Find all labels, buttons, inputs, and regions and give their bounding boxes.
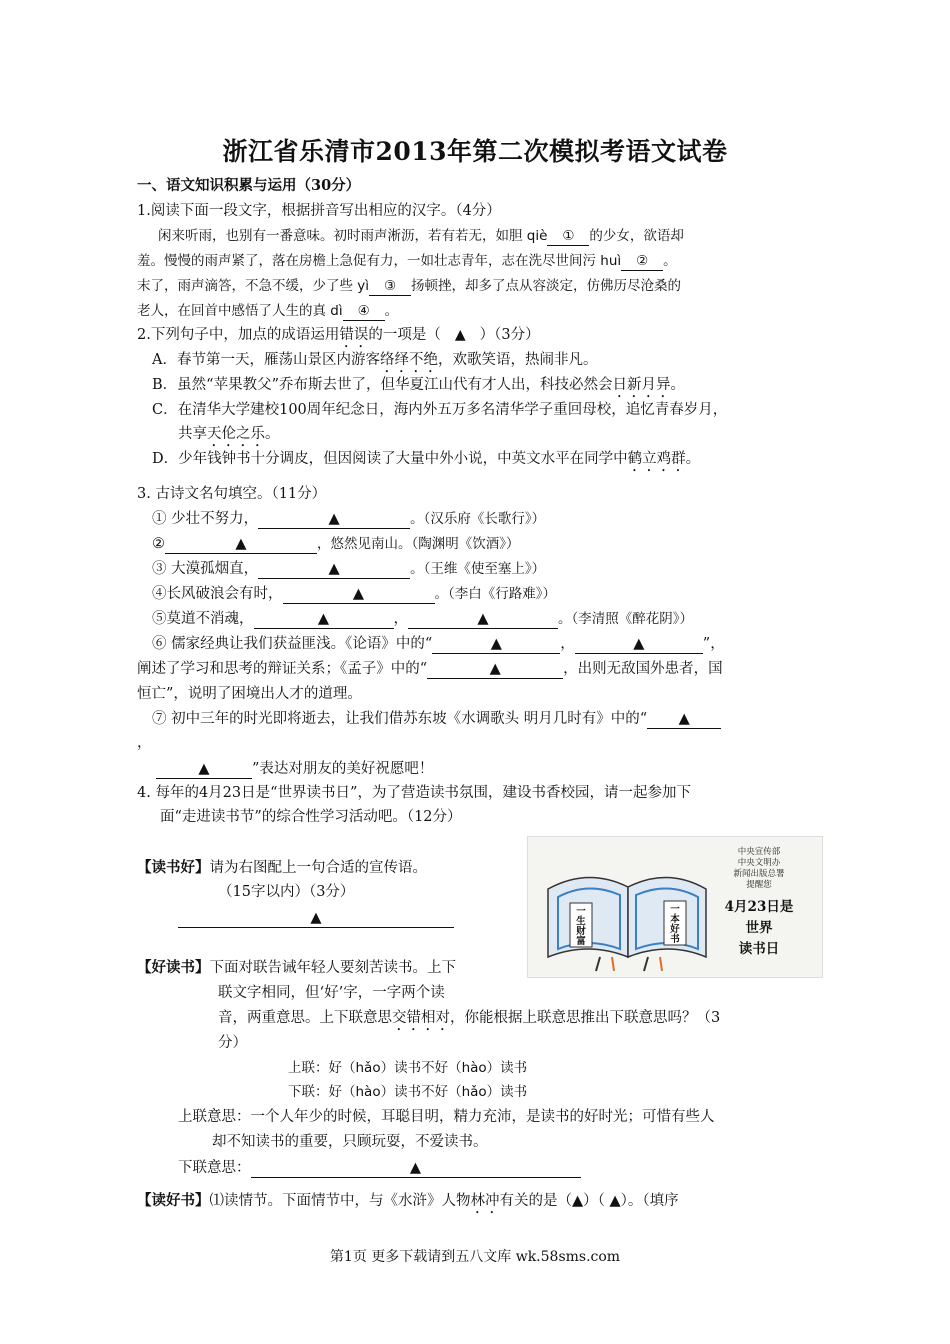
q1-passage-line-2: 羞。慢慢的雨声紧了，落在房檐上急促有力，一如壮志青年，志在洗尽世间污 huì ② 。	[137, 253, 677, 269]
q2-option-d: D．少年钱钟书十分调皮，但因阅读了大量中外小说，中英文水平在同学中鹤立鸡群。	[152, 451, 701, 467]
couplet-lower: 下联：好（hào）读书不好（hǎo）读书	[288, 1084, 528, 1100]
upper-meaning: 上联意思：一个人年少的时候，耳聪目明，精力充沛，是读书的好时光；可惜有些人	[178, 1109, 715, 1125]
leg-right-2	[660, 957, 662, 971]
poem-blank[interactable]: ▲	[156, 760, 252, 779]
q2-option-c: C．在清华大学建校100周年纪念日，海内外五万多名清华学子重回母校，追忆青春岁月，	[152, 402, 728, 418]
poem-blank[interactable]: ▲	[258, 560, 410, 579]
poster-headline: 4月23日是 世界 读书日	[724, 899, 794, 957]
section-heading: 一、语文知识积累与运用（30分）	[137, 177, 361, 194]
page-title: 浙江省乐清市2013年第二次模拟考语文试卷	[222, 137, 728, 166]
book-left-label: 一生财富	[576, 906, 586, 947]
lower-meaning: 下联意思： ▲	[178, 1156, 581, 1180]
read-good-requirement: （15字以内）（3分）	[218, 884, 355, 900]
q1-passage-line-1: 闲来听雨，也别有一番意味。初时雨声淅沥，若有若无，如胆 qiè ① 的少女，欲语却	[158, 228, 684, 244]
poem-blank[interactable]: ▲	[575, 635, 703, 654]
blank-1[interactable]: ①	[547, 227, 589, 246]
q2-option-b: B．虽然“苹果教父”乔布斯去世了，但华夏江山代有才人出，科技必然会日新月异。	[152, 377, 685, 393]
good-reading-prompt: 【好读书】下面对联告诫年轻人要刻苦读书。上下	[137, 959, 456, 976]
lower-meaning-blank[interactable]: ▲	[251, 1159, 581, 1178]
book-right-label: 一本好书	[670, 904, 680, 945]
poem-blank[interactable]: ▲	[258, 510, 410, 529]
poem-blank[interactable]: ▲	[165, 535, 317, 554]
poem-blank[interactable]: ▲	[427, 660, 563, 679]
poem-1: ① 少壮不努力， ▲ 。（汉乐府《长歌行》）	[152, 511, 546, 527]
q1-passage-line-4: 老人，在回首中感悟了人生的真 dì ④ 。	[137, 303, 399, 319]
leg-right	[612, 957, 614, 971]
poem-5: ⑤莫道不消魂， ▲ ， ▲ 。（李清照《醉花阴》）	[152, 611, 693, 627]
poem-blank[interactable]: ▲	[647, 710, 721, 729]
read-good-books-prompt: 【读好书】⑴读情节。下面情节中，与《水浒》人物林冲有关的是（▲）（ ▲）。（填序	[137, 1192, 679, 1209]
good-reading-cont-2: 音，两重意思。上下联意思交错相对，你能根据上联意思推出下联意思吗？（3	[218, 1010, 721, 1026]
q3-stem: 3. 古诗文名句填空。（11分）	[137, 486, 327, 502]
leg-left-2	[644, 957, 648, 971]
answer-slot[interactable]: ▲	[454, 327, 466, 343]
poem-3: ③ 大漠孤烟直， ▲ 。（王维《使至塞上》）	[152, 561, 546, 577]
poem-7-comma: ，	[137, 735, 152, 751]
page-footer: 第1页 更多下载请到五八文库 wk.58sms.com	[329, 1249, 621, 1265]
poster-notice: 中央宣传部 中央文明办 新闻出版总署 提醒您	[733, 847, 785, 890]
q4-stem-cont: 面“走进读书节”的综合性学习活动吧。（12分）	[160, 809, 462, 825]
read-good-prompt: 【读书好】请为右图配上一句合适的宣传语。	[137, 859, 427, 876]
poem-6-cont: 阐述了学习和思考的辩证关系；《孟子》中的“ ▲ ，出则无敌国外患者，国	[137, 661, 723, 677]
good-reading-cont-3: 分）	[218, 1035, 247, 1051]
q4-stem: 4. 每年的4月23日是“世界读书日”，为了营造读书氛围，建设书香校园，请一起参加下	[137, 785, 691, 801]
poem-2: ② ▲ ，悠然见南山。（陶渊明《饮酒》）	[152, 536, 520, 552]
q2-stem: 2.下列句子中，加点的成语运用错误的一项是（ ▲ ）（3分）	[137, 327, 540, 343]
poem-blank[interactable]: ▲	[283, 585, 435, 604]
poem-blank[interactable]: ▲	[254, 610, 394, 629]
good-reading-cont-1: 联文字相同，但‘好’字，一字两个读	[218, 985, 445, 1001]
poem-4: ④长风破浪会有时， ▲ 。（李白《行路难》）	[152, 586, 556, 602]
poem-7: ⑦ 初中三年的时光即将逝去，让我们借苏东坡《水调歌头 明月几时有》中的“ ▲	[152, 707, 721, 731]
blank-2[interactable]: ②	[621, 252, 663, 271]
poem-7-cont: ▲ ”表达对朋友的美好祝愿吧！	[156, 757, 433, 781]
q2-option-c-cont: 共享天伦之乐。	[178, 426, 280, 442]
poem-blank[interactable]: ▲	[432, 635, 560, 654]
upper-meaning-cont: 却不知读书的重要，只顾玩耍，不爱读书。	[212, 1134, 488, 1150]
poem-6: ⑥ 儒家经典让我们获益匪浅。《论语》中的“ ▲ ， ▲ ”，	[152, 636, 725, 652]
world-book-day-poster	[527, 836, 823, 978]
leg-left	[596, 957, 600, 971]
blank-4[interactable]: ④	[343, 302, 385, 321]
poem-blank[interactable]: ▲	[408, 610, 558, 629]
slogan-blank[interactable]: ▲	[178, 909, 454, 928]
couplet-upper: 上联：好（hǎo）读书不好（hào）读书	[288, 1060, 528, 1076]
q2-option-a: A．春节第一天，雁荡山景区内游客络绎不绝，欢歌笑语，热闹非凡。	[152, 352, 598, 368]
q1-stem: 1.阅读下面一段文字，根据拼音写出相应的汉字。（4分）	[137, 203, 501, 219]
q1-passage-line-3: 末了，雨声滴答，不急不缓，少了些 yì ③ 扬顿挫，却多了点从容淡定，仿佛历尽沧桑的	[137, 278, 682, 294]
poem-6-end: 恒亡”，说明了困境出人才的道理。	[137, 686, 362, 702]
blank-3[interactable]: ③	[369, 277, 411, 296]
slogan-answer	[178, 906, 454, 930]
